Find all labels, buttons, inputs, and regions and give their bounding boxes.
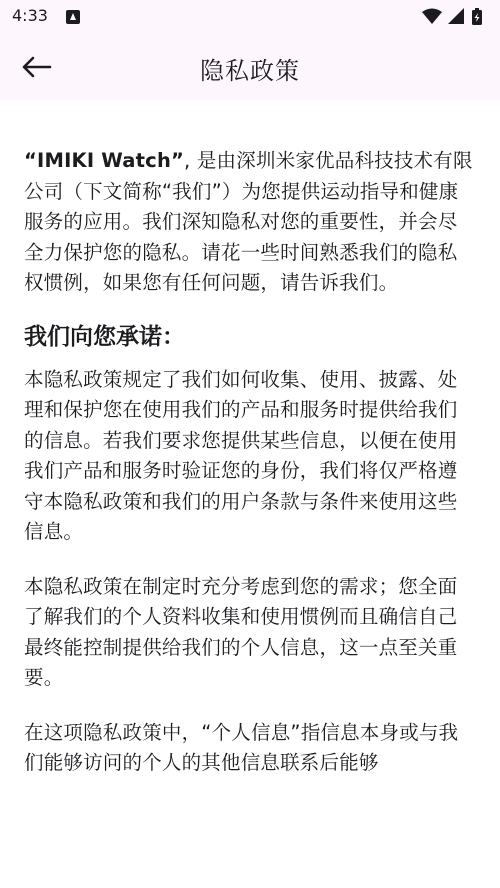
section-heading: 我们向您承诺： [24,323,185,350]
app-name: “IMIKI Watch” [24,149,185,172]
page-title: 隐私政策 [200,57,300,85]
policy-paragraph: 本隐私政策规定了我们如何收集、使用、披露、处理和保护您在使用我们的产品和服务时提供给我们的信息。若我们要求您提供某些信息，以便在使用我们产品和服务时验证您的身份，我们将仅严格遵守本隐私政策和我们的用户条款与条件来使用这些信息。 [24,367,458,543]
wifi-icon [422,9,442,25]
intro-paragraph [24,146,476,299]
signal-icon [448,8,464,24]
status-time: 4:33 [12,6,48,25]
intro-text: , 是由深圳米家优品科技技术有限公司（下文简称“我们”）为您提供运动指导和健康服务的应用。我们深知隐私对您的重要性，并会尽全力保护您的隐私。请花一些时间熟悉我们的隐私权惯例，如果您有任何问题，请告诉我们。 [24,149,473,294]
battery-icon [472,8,482,25]
policy-content[interactable] [24,100,476,888]
policy-paragraph: 在这项隐私政策中，“个人信息”指信息本身或与我们能够访问的个人的其他信息联系后能够 [24,720,459,774]
status-icons [422,8,484,26]
notification-a-icon [66,10,80,24]
status-bar [0,0,500,34]
app-bar [0,34,500,100]
policy-paragraph: 本隐私政策在制定时充分考虑到您的需求；您全面了解我们的个人资料收集和使用惯例而且确信自己最终能控制提供给我们的个人信息，这一点至关重要。 [24,574,458,689]
